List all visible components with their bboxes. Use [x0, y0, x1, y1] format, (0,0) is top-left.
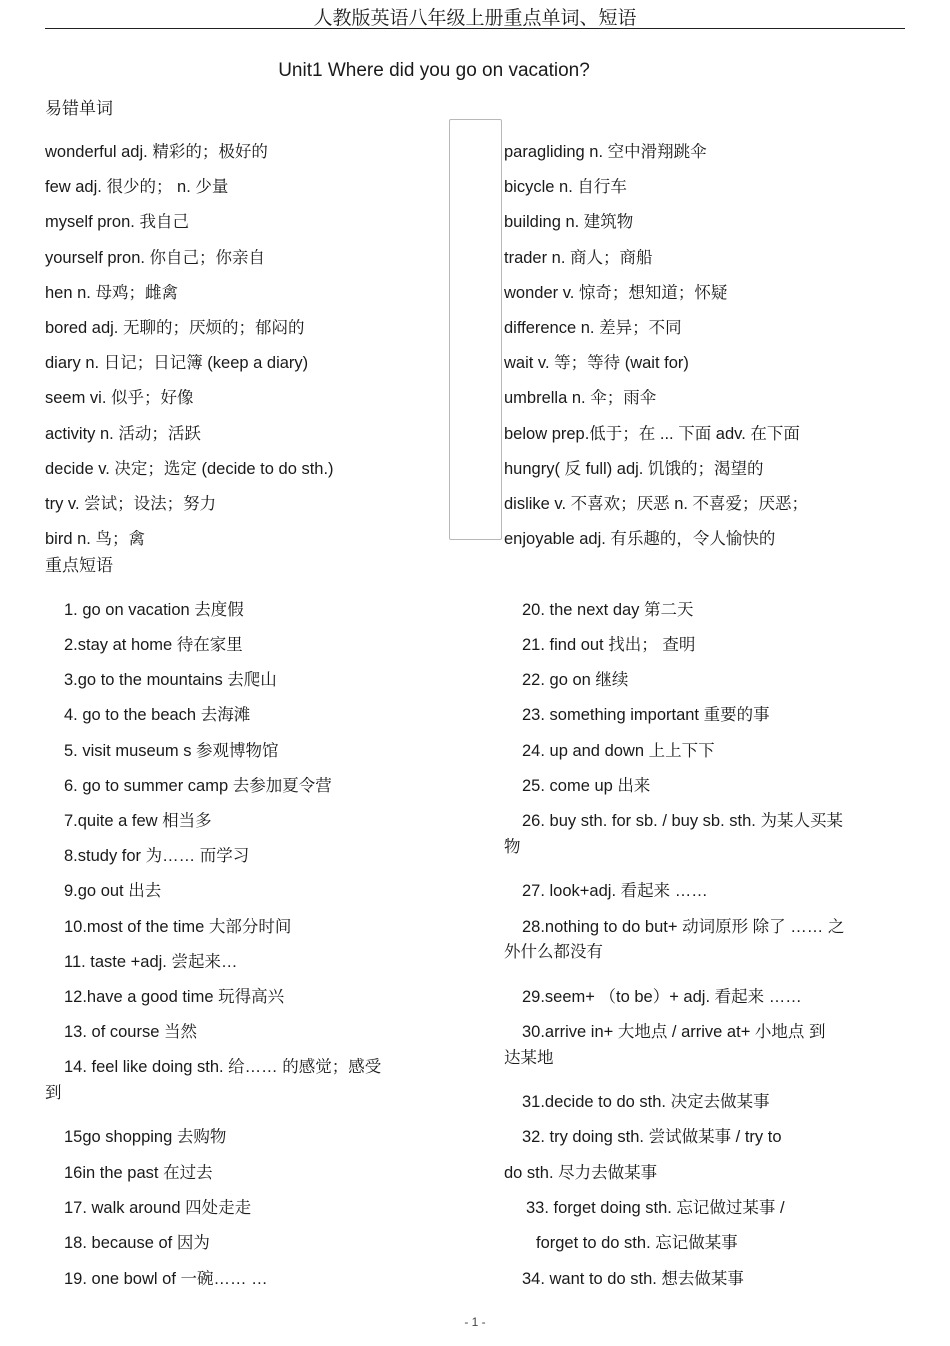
phrase-item: 26. buy sth. for sb. / buy sb. sth. 为某人买某	[522, 812, 843, 830]
phrase-item: 32. try doing sth. 尝试做某事 / try to	[522, 1128, 782, 1146]
phrase-item: 12.have a good time 玩得高兴	[64, 988, 285, 1006]
phrase-item: 17. walk around 四处走走	[64, 1199, 252, 1217]
vocab-item: wait v. 等；等待 (wait for)	[504, 354, 689, 372]
vocab-item: bicycle n. 自行车	[504, 178, 627, 196]
phrase-item: 18. because of 因为	[64, 1234, 210, 1252]
column-divider-box	[449, 119, 502, 540]
phrase-item: 23. something important 重要的事	[522, 706, 770, 724]
phrase-item: 21. find out 找出； 查明	[522, 636, 696, 654]
vocab-item: yourself pron. 你自己；你亲自	[45, 249, 266, 267]
vocab-item: hungry( 反 full) adj. 饥饿的；渴望的	[504, 460, 764, 478]
vocab-item: bird n. 鸟；禽	[45, 530, 145, 548]
phrase-item: 10.most of the time 大部分时间	[64, 918, 292, 936]
phrase-item-continuation: do sth. 尽力去做某事	[504, 1164, 658, 1182]
phrase-item: 13. of course 当然	[64, 1023, 197, 1041]
vocab-item: try v. 尝试；设法；努力	[45, 495, 217, 513]
phrase-item: 33. forget doing sth. 忘记做过某事 /	[526, 1199, 785, 1217]
phrase-item: 1. go on vacation 去度假	[64, 601, 244, 619]
phrase-item: 34. want to do sth. 想去做某事	[522, 1270, 744, 1288]
vocab-item: umbrella n. 伞；雨伞	[504, 389, 657, 407]
vocab-item: enjoyable adj. 有乐趣的，令人愉快的	[504, 530, 776, 548]
phrase-item: 25. come up 出来	[522, 777, 651, 795]
phrase-item: 9.go out 出去	[64, 882, 162, 900]
vocab-item: few adj. 很少的； n. 少量	[45, 178, 229, 196]
phrase-item: 28.nothing to do but+ 动词原形 除了 …… 之	[522, 918, 845, 936]
header-rule	[45, 28, 905, 29]
vocab-item: wonderful adj. 精彩的；极好的	[45, 143, 268, 161]
page-header: 人教版英语八年级上册重点单词、短语	[313, 7, 637, 29]
phrase-item: 4. go to the beach 去海滩	[64, 706, 251, 724]
vocab-item: difference n. 差异；不同	[504, 319, 682, 337]
vocab-item: decide v. 决定；选定 (decide to do sth.)	[45, 460, 334, 478]
phrase-item: 22. go on 继续	[522, 671, 629, 689]
vocab-item: dislike v. 不喜欢；厌恶 n. 不喜爱；厌恶；	[504, 495, 809, 513]
section-heading-phrases: 重点短语	[45, 556, 113, 576]
phrase-item: 20. the next day 第二天	[522, 601, 694, 619]
phrase-item: 24. up and down 上上下下	[522, 742, 715, 760]
phrase-item: 8.study for 为…… 而学习	[64, 847, 250, 865]
phrase-item-continuation: 达某地	[504, 1049, 554, 1067]
vocab-item: wonder v. 惊奇；想知道；怀疑	[504, 284, 728, 302]
unit-title: Unit1 Where did you go on vacation?	[278, 60, 590, 81]
phrase-item-continuation: 物	[504, 838, 521, 856]
phrase-item: 29.seem+ （to be）+ adj. 看起来 ……	[522, 988, 802, 1006]
phrase-item-continuation: 外什么都没有	[504, 943, 603, 961]
phrase-item-continuation: 到	[45, 1084, 62, 1102]
phrase-item: 3.go to the mountains 去爬山	[64, 671, 277, 689]
vocab-item: bored adj. 无聊的；厌烦的；郁闷的	[45, 319, 305, 337]
phrase-item: 19. one bowl of 一碗…… …	[64, 1270, 268, 1288]
vocab-item: myself pron. 我自己	[45, 213, 189, 231]
phrase-item: 16in the past 在过去	[64, 1164, 213, 1182]
phrase-item-continuation: forget to do sth. 忘记做某事	[536, 1234, 738, 1252]
vocab-item: diary n. 日记；日记簿 (keep a diary)	[45, 354, 309, 372]
phrase-item: 15go shopping 去购物	[64, 1128, 227, 1146]
phrase-item: 27. look+adj. 看起来 ……	[522, 882, 708, 900]
phrase-item: 5. visit museum s 参观博物馆	[64, 742, 279, 760]
page-number: - 1 -	[464, 1315, 486, 1329]
phrase-item: 6. go to summer camp 去参加夏令营	[64, 777, 332, 795]
phrase-item: 30.arrive in+ 大地点 / arrive at+ 小地点 到	[522, 1023, 826, 1041]
vocab-item: trader n. 商人；商船	[504, 249, 653, 267]
vocab-item: paragliding n. 空中滑翔跳伞	[504, 143, 707, 161]
phrase-item: 7.quite a few 相当多	[64, 812, 212, 830]
phrase-item: 31.decide to do sth. 决定去做某事	[522, 1093, 770, 1111]
vocab-item: hen n. 母鸡；雌禽	[45, 284, 178, 302]
vocab-item: activity n. 活动；活跃	[45, 425, 201, 443]
vocab-item: below prep.低于；在 ... 下面 adv. 在下面	[504, 425, 800, 443]
vocab-item: building n. 建筑物	[504, 213, 634, 231]
vocab-item: seem vi. 似乎；好像	[45, 389, 194, 407]
phrase-item: 14. feel like doing sth. 给…… 的感觉；感受	[64, 1058, 382, 1076]
phrase-item: 2.stay at home 待在家里	[64, 636, 243, 654]
section-heading-words: 易错单词	[45, 99, 113, 119]
phrase-item: 11. taste +adj. 尝起来…	[64, 953, 238, 971]
